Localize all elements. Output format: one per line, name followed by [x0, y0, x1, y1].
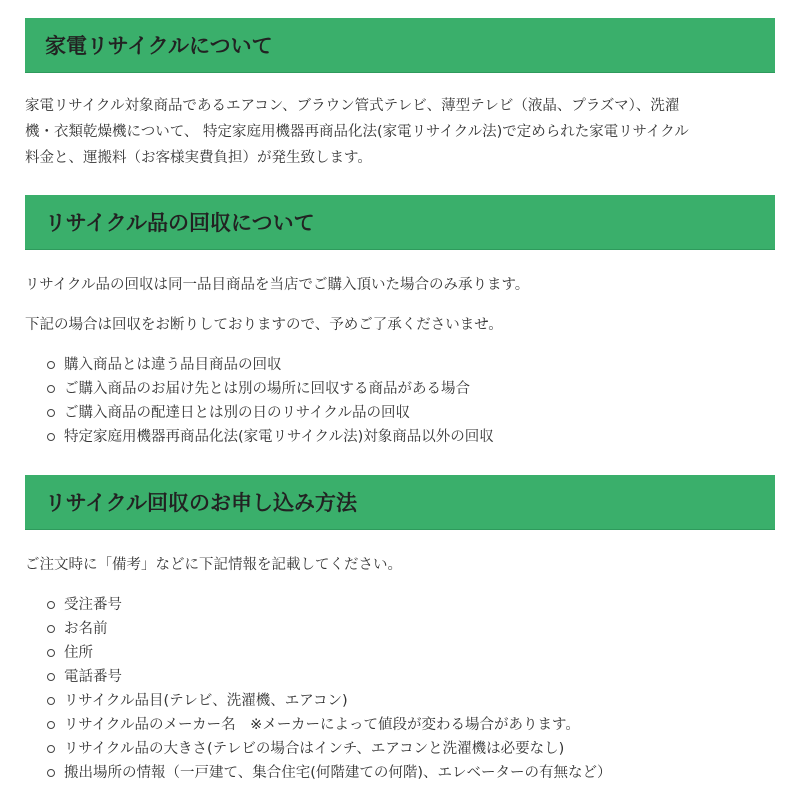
list-item-text: 搬出場所の情報（一戸建て、集合住宅(何階建ての何階)、エレベーターの有無など） [64, 765, 612, 781]
section-recycle-application [25, 475, 775, 530]
circle-bullet-icon [47, 409, 55, 417]
circle-bullet-icon [47, 385, 55, 393]
section-recycle-collection [25, 195, 775, 250]
section-heading [25, 475, 775, 530]
circle-bullet-icon [47, 745, 55, 753]
collection-refusal-text: 下記の場合は回収をお断りしておりますので、予めご了承くださいませ。 [25, 317, 503, 333]
list-item [44, 737, 612, 761]
paragraph-line: 料金と、運搬料（お客様実費負担）が発生致します。 [25, 150, 372, 166]
circle-bullet-icon [47, 625, 55, 633]
application-instruction-text: ご注文時に「備考」などに下記情報を記載してください。 [25, 557, 402, 573]
section-title: 家電リサイクルについて [45, 34, 273, 58]
list-item-text: 購入商品とは違う品目商品の回収 [64, 357, 282, 373]
circle-bullet-icon [47, 433, 55, 441]
circle-bullet-icon [47, 721, 55, 729]
refusal-cases-list [44, 353, 494, 449]
paragraph-line: 家電リサイクル対象商品であるエアコン、ブラウン管式テレビ、薄型テレビ（液晶、プラズマ）、洗濯 [25, 98, 680, 114]
list-item [44, 761, 612, 785]
circle-bullet-icon [47, 769, 55, 777]
list-item-text: ご購入商品のお届け先とは別の場所に回収する商品がある場合 [64, 381, 470, 397]
section-home-appliance-recycling [25, 18, 775, 73]
list-item-text: 住所 [64, 645, 93, 661]
list-item [44, 689, 612, 713]
list-item [44, 377, 494, 401]
list-item-text: リサイクル品のメーカー名 ※メーカーによって値段が変わる場合があります。 [64, 717, 580, 733]
list-item [44, 641, 612, 665]
collection-condition-text: リサイクル品の回収は同一品目商品を当店でご購入頂いた場合のみ承ります。 [25, 277, 530, 293]
required-info-list [44, 593, 612, 785]
circle-bullet-icon [47, 673, 55, 681]
circle-bullet-icon [47, 649, 55, 657]
list-item-text: ご購入商品の配達日とは別の日のリサイクル品の回収 [64, 405, 410, 421]
list-item-text: お名前 [64, 621, 108, 637]
list-item [44, 713, 612, 737]
list-item [44, 425, 494, 449]
circle-bullet-icon [47, 361, 55, 369]
list-item [44, 593, 612, 617]
list-item-text: 特定家庭用機器再商品化法(家電リサイクル法)対象商品以外の回収 [64, 429, 494, 445]
section-heading [25, 18, 775, 73]
list-item-text: リサイクル品の大きさ(テレビの場合はインチ、エアコンと洗濯機は必要なし) [64, 741, 565, 757]
section-title: リサイクル品の回収について [45, 211, 315, 235]
list-item [44, 353, 494, 377]
section-heading [25, 195, 775, 250]
section-title: リサイクル回収のお申し込み方法 [45, 491, 358, 515]
paragraph-line: 機・衣類乾燥機について、 特定家庭用機器再商品化法(家電リサイクル法)で定められた家電リサイクル [25, 124, 689, 140]
circle-bullet-icon [47, 601, 55, 609]
circle-bullet-icon [47, 697, 55, 705]
list-item-text: リサイクル品目(テレビ、洗濯機、エアコン) [64, 693, 348, 709]
list-item-text: 受注番号 [64, 597, 122, 613]
list-item [44, 665, 612, 689]
list-item [44, 617, 612, 641]
intro-paragraph [25, 93, 785, 171]
list-item [44, 401, 494, 425]
list-item-text: 電話番号 [64, 669, 122, 685]
